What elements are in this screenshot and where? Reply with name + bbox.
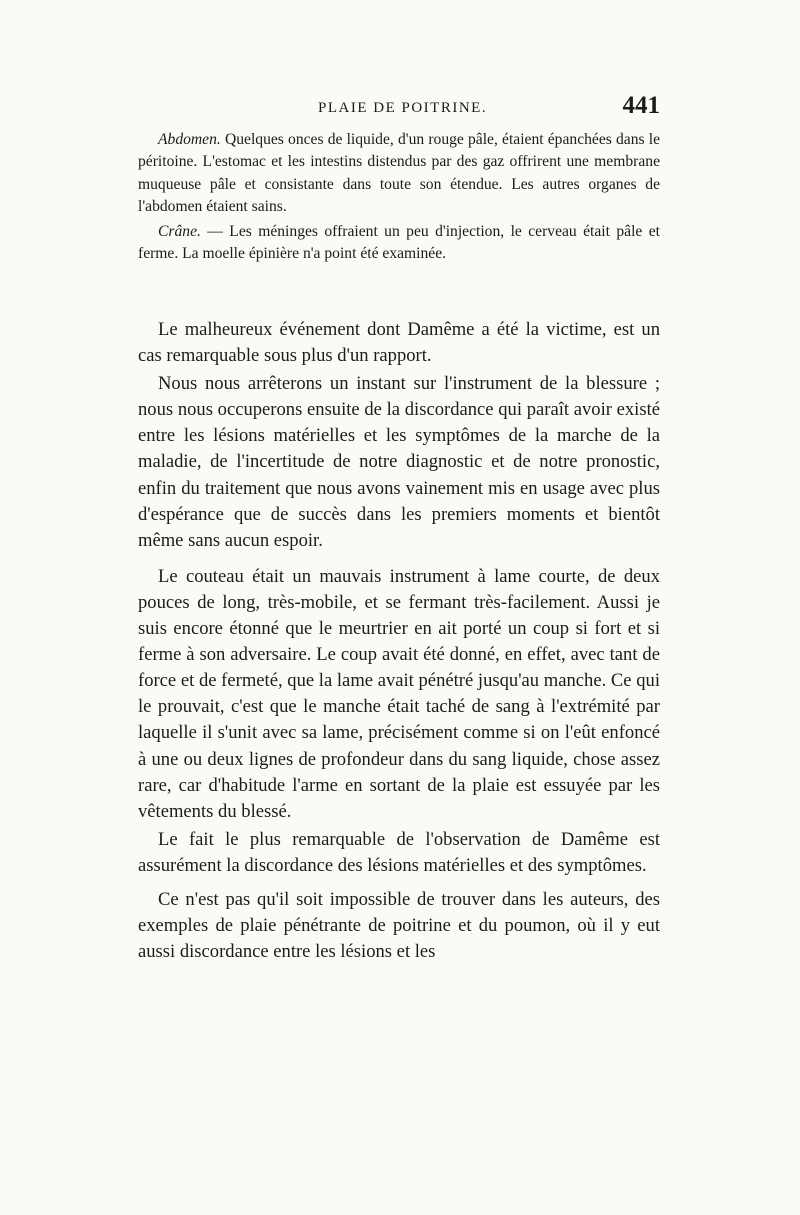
autopsy-notes — [138, 129, 660, 265]
paragraph-4: Le fait le plus remarquable de l'observation de Damême est assurément la discordance des lésions matérielles et des symptômes. — [138, 828, 660, 876]
abdomen-label: Abdomen. — [158, 131, 221, 148]
paragraph-3: Le couteau était un mauvais instrument à lame courte, de deux pouces de long, très-mobile, et se fermant très-facilement. Aussi je suis encore étonné que le meurtrier en ait porté un coup si fort et si ferme à son adversaire. Le coup avait été donné, en effet, avec tant de force et de fermeté, que la lame avait pénétré jusqu'au manche. Ce qui le prouvait, c'est que le manche était taché de sang à l'extrémité par laquelle il s'unit avec sa lame, précisément comme si on l'eût enfoncé à une ou deux lignes de profondeur dans du sang liquide, chose assez rare, car d'habitude l'arme en sortant de la plaie est essuyée par les vêtements du blessé. — [138, 565, 660, 822]
page-number: 441 — [622, 92, 660, 119]
running-head — [140, 92, 660, 126]
discussion-text — [138, 317, 660, 965]
abdomen-paragraph — [138, 129, 660, 219]
paragraph-1: Le malheureux événement dont Damême a été la victime, est un cas remarquable sous plus d'un rapport. — [138, 319, 660, 367]
paragraph-5: Ce n'est pas qu'il soit impossible de trouver dans les auteurs, des exemples de plaie pénétrante de poitrine et du poumon, où il y eut aussi discordance entre les lésions et les — [138, 888, 660, 963]
running-title: PLAIE DE POITRINE. — [318, 100, 488, 116]
crane-paragraph — [138, 221, 660, 266]
abdomen-text: Quelques onces de liquide, d'un rouge pâle, étaient épanchées dans le péritoine. L'estomac et les intestins distendus par des gaz offrirent une membrane muqueuse pâle et consistante dans toute son étendue. Les autres organes de l'abdomen étaient sains. — [138, 131, 660, 216]
crane-text: — Les méninges offraient un peu d'injection, le cerveau était pâle et ferme. La moelle épinière n'a point été examinée. — [138, 222, 660, 263]
paragraph-2: Nous nous arrêterons un instant sur l'instrument de la blessure ; nous nous occuperons ensuite de la discordance qui paraît avoir existé entre les lésions matérielles et les symptômes de la marche de la maladie, de l'incertitude de notre diagnostic et de notre pronostic, enfin du traitement que nous avons vainement mis en usage avec plus d'espérance que de succès dans les premiers moments et bientôt même sans aucun espoir. — [138, 373, 660, 551]
crane-label: Crâne. — [158, 222, 201, 240]
